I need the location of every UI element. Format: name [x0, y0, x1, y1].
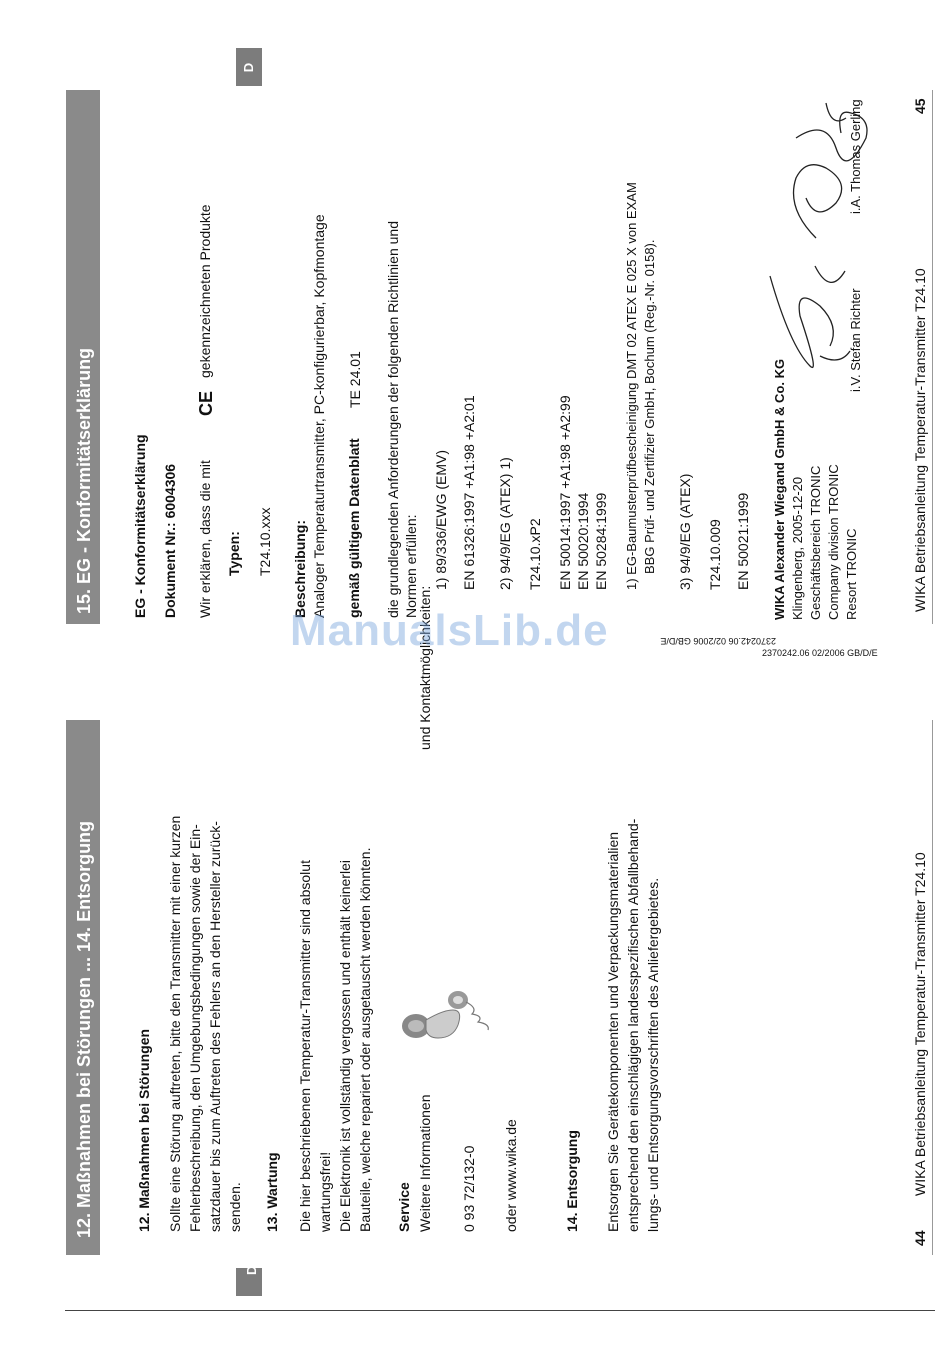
- service-heading: Service: [396, 1182, 412, 1232]
- text-line: 1) EG-Baumusterprüfbescheinigung DMT 02 ATEX E 025 X von EXAM: [624, 182, 639, 590]
- company-line: Geschäftsbereich TRONIC: [808, 465, 823, 620]
- section-header-title: 15. EG - Konformitätserklärung: [74, 347, 94, 614]
- page-number: 45: [912, 98, 928, 114]
- text-line: Die hier beschriebenen Temperatur-Transmitter sind absolut: [297, 860, 313, 1232]
- language-tab: [236, 1265, 262, 1296]
- text-line: entsprechend den einschlägigen landesspezifischen Abfallbehand-: [625, 818, 641, 1232]
- footer-rule: [932, 720, 933, 1255]
- footer-rule: [932, 90, 933, 624]
- watermark: ManualsLib.de: [290, 606, 609, 655]
- declaration-heading: EG - Konformitätserklärung: [132, 434, 148, 618]
- norm-line: EN 50014:1997 +A1:98 +A2:99: [557, 395, 573, 590]
- signature-label-2: i.A. Thomas Gerling: [848, 99, 863, 214]
- text-line: Bauteile, welche repariert oder ausgetauscht werden könnten.: [357, 847, 373, 1232]
- directive-1: 1) 89/336/EWG (EMV): [433, 449, 449, 590]
- description-label: Beschreibung:: [292, 519, 308, 618]
- company-line: Company division TRONIC: [826, 464, 841, 620]
- directive-2: 2) 94/9/EG (ATEX) 1): [497, 457, 513, 590]
- company-line: Klingenberg, 2005-12-20: [790, 476, 805, 620]
- service-phone: 0 93 72/132-0: [461, 1145, 477, 1232]
- section-header-title: 12. Maßnahmen bei Störungen ... 14. Entsorgung: [74, 820, 94, 1238]
- text-line: Normen erfüllen:: [403, 514, 419, 618]
- text-line: Sollte eine Störung auftreten, bitte den Transmitter mit einer kurzen: [167, 815, 183, 1232]
- text-line: BBG Prüf- und Zertifizier GmbH, Bochum (Reg.-Nr. 0158).: [642, 239, 657, 574]
- signature-label-1: i.V. Stefan Richter: [848, 288, 863, 392]
- intro-text-before: Wir erklären, dass die mit: [197, 460, 213, 618]
- description-value: Analoger Temperaturtransmitter, PC-konfigurierbar, Kopfmontage: [311, 214, 327, 618]
- directive-1-norm: EN 61326:1997 +A1:98 +A2:01: [461, 395, 477, 590]
- text-line: lungs- und Entsorgungsvorschriften des Anliefergebietes.: [645, 877, 661, 1232]
- intro-text-after: gekennzeichneten Produkte: [197, 204, 213, 378]
- text-line: Entsorgen Sie Gerätekomponenten und Verpackungsmaterialien: [605, 831, 621, 1232]
- document-code: 2370242.06 02/2006 GB/D/E: [660, 636, 776, 646]
- text-line: Die Elektronik ist vollständig vergossen und enthält keinerlei: [337, 860, 353, 1232]
- text-line: Fehlerbeschreibung, den Umgebungsbedingungen sowie der Ein-: [187, 824, 203, 1232]
- directive-2-type: T24.10.xP2: [527, 518, 543, 590]
- section-13-heading: 13. Wartung: [264, 1152, 280, 1232]
- page-footer: WIKA Betriebsanleitung Temperatur-Transmitter T24.10: [912, 268, 928, 612]
- text-line: die grundlegenden Anforderungen der folgenden Richtlinien und: [385, 221, 401, 618]
- directive-3-type: T24.10.009: [707, 519, 723, 590]
- service-info-right: und Kontaktmöglichkeiten:: [417, 585, 433, 750]
- language-tab-label: D: [244, 1265, 260, 1275]
- text-line: senden.: [227, 1182, 243, 1232]
- directive-3: 3) 94/9/EG (ATEX): [677, 473, 693, 590]
- text-line: wartungsfrei!: [317, 1151, 333, 1232]
- page-footer: WIKA Betriebsanleitung Temperatur-Transmitter T24.10: [912, 852, 928, 1196]
- document-number: Dokument Nr.: 6004306: [162, 463, 178, 618]
- language-tab: [236, 48, 262, 86]
- company-name: WIKA Alexander Wiegand GmbH & Co. KG: [772, 358, 787, 620]
- ce-mark-icon: CE: [196, 390, 216, 416]
- page-number: 44: [912, 1230, 928, 1246]
- document-code: 2370242.06 02/2006 GB/D/E: [762, 648, 878, 658]
- datasheet-label: gemäß gültigem Datenblatt: [346, 438, 362, 618]
- types-value: T24.10.xxx: [257, 507, 273, 576]
- types-label: Typen:: [226, 531, 242, 576]
- service-info-left: Weitere Informationen: [417, 1094, 433, 1232]
- language-tab-label: D: [241, 62, 257, 72]
- directive-3-norm: EN 50021:1999: [735, 492, 751, 590]
- norm-line: EN 50020:1994: [575, 492, 591, 590]
- datasheet-value: TE 24.01: [347, 351, 363, 408]
- telephone-icon: [398, 980, 496, 1050]
- norm-line: EN 50284:1999: [593, 492, 609, 590]
- signature-richter: [760, 256, 856, 386]
- service-web: oder www.wika.de: [503, 1119, 519, 1232]
- section-14-heading: 14. Entsorgung: [564, 1130, 580, 1232]
- company-line: Resort TRONIC: [844, 528, 859, 620]
- text-line: satzdauer bis zum Auftreten des Fehlers an den Hersteller zurück-: [207, 821, 223, 1232]
- page-divider: [65, 1310, 935, 1311]
- section-12-heading: 12. Maßnahmen bei Störungen: [136, 1028, 152, 1232]
